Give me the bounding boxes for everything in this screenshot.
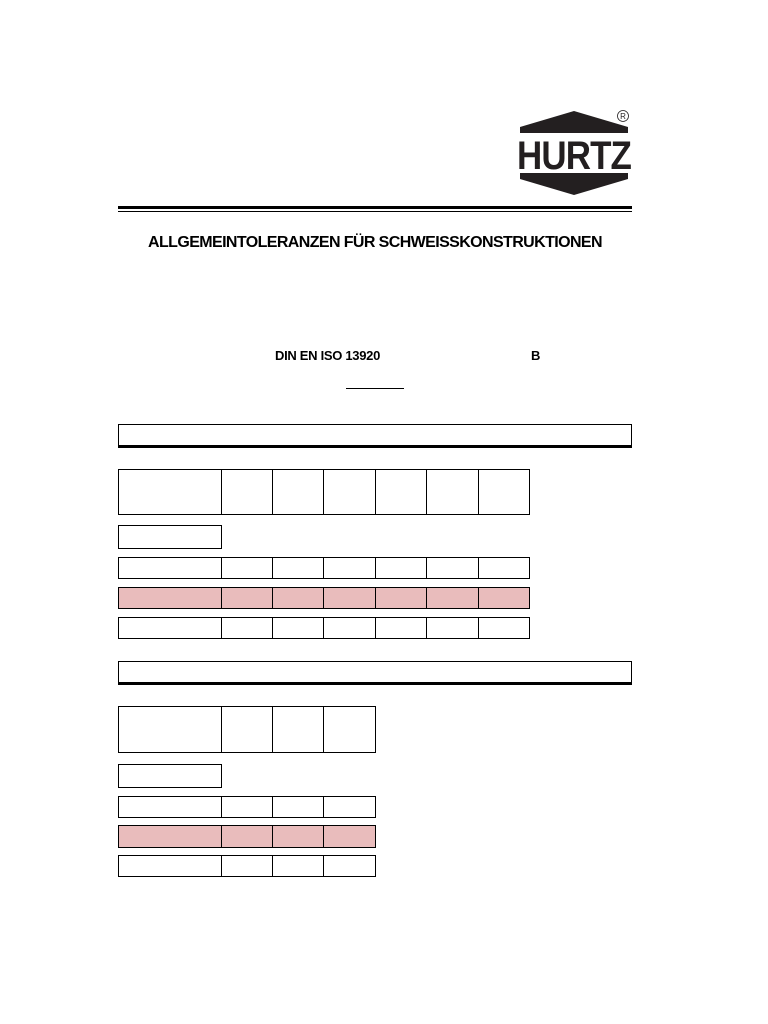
table-cell <box>478 617 530 639</box>
table-cell <box>375 557 427 579</box>
table-header-cell <box>272 706 324 753</box>
table-cell-highlight <box>375 587 427 609</box>
header-rule-thin <box>118 211 632 212</box>
table-row-label-cell-highlight <box>118 587 222 609</box>
table-header-cell <box>221 706 273 753</box>
table-row-label-cell-highlight <box>118 825 222 848</box>
section-1-header-bar <box>118 424 632 448</box>
table-cell <box>221 557 273 579</box>
table-header-cell <box>323 706 376 753</box>
table-cell <box>323 855 376 877</box>
table-cell <box>323 796 376 818</box>
table-cell-highlight <box>272 825 324 848</box>
table-header-label-cell <box>118 706 222 753</box>
header-rule-thick <box>118 206 632 209</box>
table-cell <box>426 557 479 579</box>
table-row-label-cell <box>118 796 222 818</box>
table-cell-highlight <box>323 587 376 609</box>
table-cell <box>221 796 273 818</box>
table-cell <box>272 796 324 818</box>
table-cell-highlight <box>221 825 273 848</box>
table-cell <box>221 855 273 877</box>
page-title: ALLGEMEINTOLERANZEN FÜR SCHWEISSKONSTRUKTIONEN <box>148 234 602 251</box>
table-cell <box>426 617 479 639</box>
svg-text:R: R <box>620 112 626 121</box>
table-header-cell <box>375 469 427 515</box>
standard-underline <box>346 388 404 389</box>
table-cell <box>375 617 427 639</box>
standard-norm: DIN EN ISO 13920 <box>275 348 381 363</box>
table-header-cell <box>272 469 324 515</box>
table-cell-highlight <box>426 587 479 609</box>
logo-brand-text: HURTZ <box>517 134 632 178</box>
table-group-label <box>118 764 222 788</box>
table-cell-highlight <box>478 587 530 609</box>
hurtz-logo <box>514 107 634 199</box>
table-header-cell <box>323 469 376 515</box>
table-cell-highlight <box>272 587 324 609</box>
section-2-header-bar <box>118 661 632 685</box>
table-header-cell <box>221 469 273 515</box>
table-cell-highlight <box>221 587 273 609</box>
table-cell <box>221 617 273 639</box>
table-cell <box>272 617 324 639</box>
table-header-cell <box>426 469 479 515</box>
table-row-label-cell <box>118 617 222 639</box>
table-cell-highlight <box>323 825 376 848</box>
table-header-label-cell <box>118 469 222 515</box>
table-row-label-cell <box>118 557 222 579</box>
table-cell <box>323 617 376 639</box>
table-cell <box>272 557 324 579</box>
table-cell <box>272 855 324 877</box>
table-cell <box>323 557 376 579</box>
table-cell <box>478 557 530 579</box>
table-row-label-cell <box>118 855 222 877</box>
table-header-cell <box>478 469 530 515</box>
tolerance-class: B <box>531 348 541 363</box>
table-group-label <box>118 525 222 549</box>
